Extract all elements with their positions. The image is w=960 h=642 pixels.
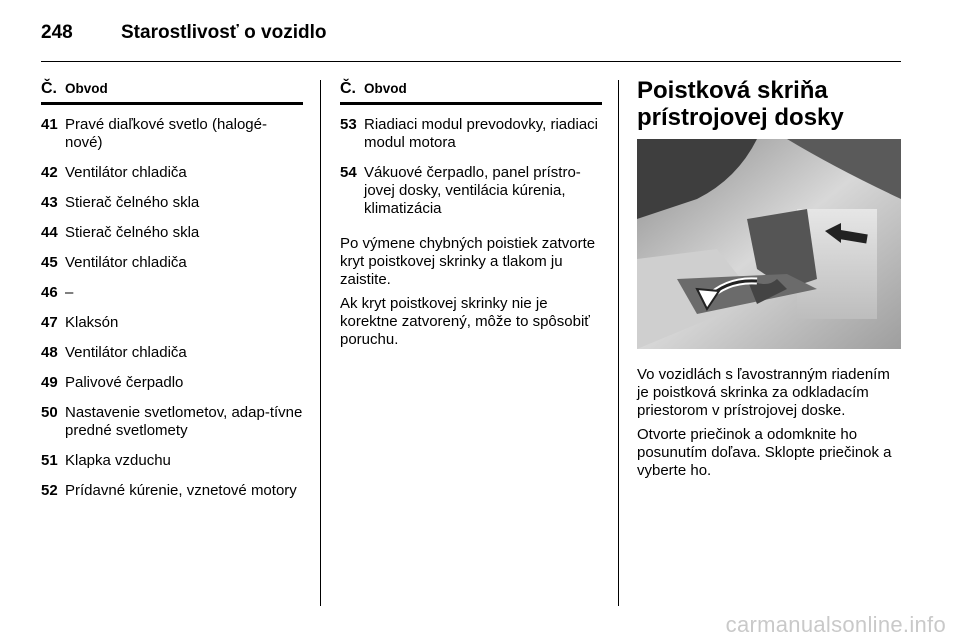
- table-row: [41, 159, 303, 189]
- fuse-number: 53: [340, 116, 357, 133]
- column-divider: [320, 80, 321, 606]
- fuse-number: 45: [41, 254, 58, 271]
- fuse-number: 42: [41, 164, 58, 181]
- fuse-table-2: [340, 80, 602, 355]
- table-row: [41, 309, 303, 339]
- table-row: [41, 249, 303, 279]
- fuse-box-photo: [637, 139, 901, 349]
- table-row: [340, 111, 602, 159]
- fuse-circuit: Stierač čelného skla: [65, 224, 200, 241]
- fuse-table-1: [41, 80, 303, 507]
- fuse-circuit: Klaksón: [65, 314, 119, 331]
- fuse-number: 47: [41, 314, 58, 331]
- table-row: [41, 189, 303, 219]
- table-header: [41, 80, 303, 105]
- table-row: [41, 111, 303, 159]
- table-header: [340, 80, 602, 105]
- table-row: [41, 477, 303, 507]
- fuse-circuit: Stierač čelného skla: [65, 194, 200, 211]
- fuse-circuit: Riadiaci modul prevodovky, riadiaci modul motora: [364, 116, 598, 151]
- header-circuit: Obvod: [364, 81, 407, 96]
- fuse-number: 49: [41, 374, 58, 391]
- fuse-number: 48: [41, 344, 58, 361]
- table-row: [41, 339, 303, 369]
- fuse-box-section: [637, 77, 901, 486]
- warning-paragraph: Ak kryt poistkovej skrinky nie je korektne zatvorený, môže to spôsobiť poruchu.: [340, 295, 590, 348]
- fuse-number: 44: [41, 224, 58, 241]
- table-row: [41, 447, 303, 477]
- table-row: [41, 369, 303, 399]
- fuse-number: 43: [41, 194, 58, 211]
- fuse-number: 54: [340, 164, 357, 181]
- header-divider: [41, 61, 901, 62]
- fuse-number: 51: [41, 452, 58, 469]
- page-header: [41, 22, 326, 46]
- fuse-circuit: –: [65, 284, 74, 301]
- page-title: Starostlivosť o vozidlo: [121, 22, 327, 43]
- fuse-circuit: Palivové čerpadlo: [65, 374, 184, 391]
- fuse-number: 46: [41, 284, 58, 301]
- fuse-circuit: Klapka vzduchu: [65, 452, 171, 469]
- fuse-circuit: Nastavenie svetlometov, adap-tívne predné svetlomety: [65, 404, 303, 439]
- header-number: Č.: [41, 80, 57, 97]
- header-circuit: Obvod: [65, 81, 108, 96]
- table-row: [41, 399, 303, 447]
- fuse-circuit: Prídavné kúrenie, vznetové motory: [65, 482, 297, 499]
- instruction-paragraph: Po výmene chybných poistiek zatvorte kryt poistkovej skrinky a tlakom ju zaistite.: [340, 235, 596, 288]
- fuse-circuit: Ventilátor chladiča: [65, 164, 187, 181]
- fuse-number: 52: [41, 482, 58, 499]
- fuse-circuit: Pravé diaľkové svetlo (halogé-nové): [65, 116, 267, 151]
- column-divider: [618, 80, 619, 606]
- section-title: Poistková skriňa prístrojovej dosky: [637, 77, 844, 131]
- fuse-number: 50: [41, 404, 58, 421]
- fuse-number: 41: [41, 116, 58, 133]
- location-paragraph: Vo vozidlách s ľavostranným riadením je poistková skrinka za odkladacím priestorom v prístrojovej doske.: [637, 366, 890, 419]
- fuse-circuit: Vákuové čerpadlo, panel prístro-jovej dosky, ventilácia kúrenia, klimatizácia: [364, 164, 581, 217]
- header-number: Č.: [340, 80, 356, 97]
- page-number: 248: [41, 22, 73, 43]
- table-row: [340, 159, 602, 225]
- watermark: carmanualsonline.info: [725, 612, 946, 637]
- table-row: [41, 279, 303, 309]
- instruction-paragraph: Otvorte priečinok a odomknite ho posunutím doľava. Sklopte priečinok a vyberte ho.: [637, 426, 892, 479]
- fuse-circuit: Ventilátor chladiča: [65, 344, 187, 361]
- table-row: [41, 219, 303, 249]
- fuse-circuit: Ventilátor chladiča: [65, 254, 187, 271]
